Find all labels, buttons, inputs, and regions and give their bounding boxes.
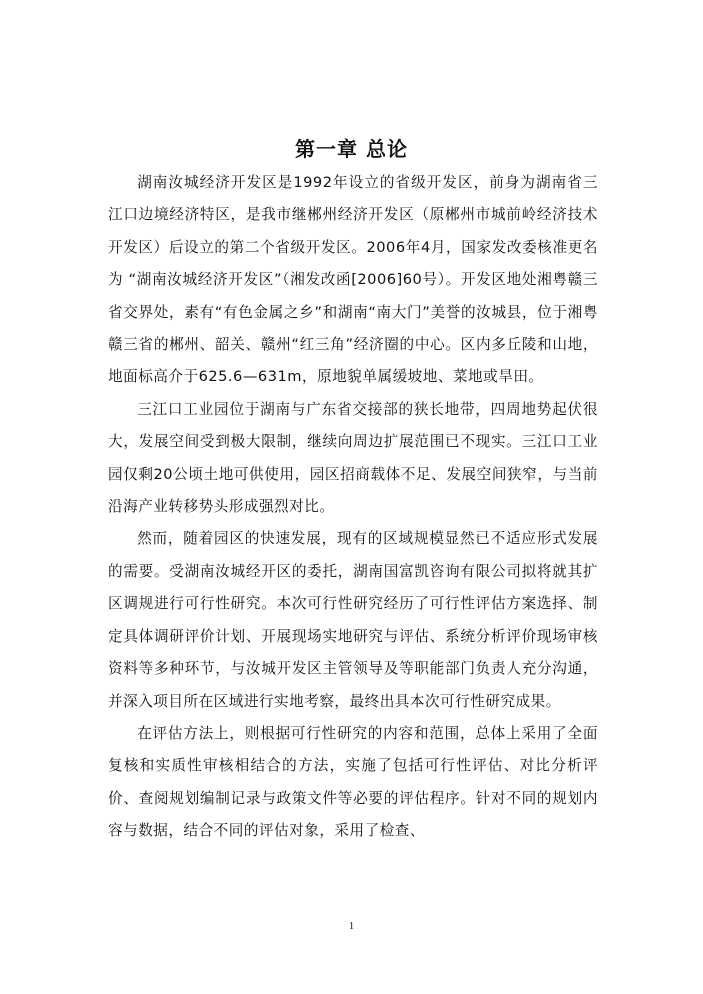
paragraph-2: 三江口工业园位于湖南与广东省交接部的狭长地带，四周地势起伏很大，发展空间受到极大限制，继续向周边扩展范围已不现实。三江口工业园仅剩20公顷土地可供使用，园区招商载体不足、发展空间狭窄，与当前沿海产业转移势头形成强烈对比。 [108,400,598,516]
body-text [108,167,598,848]
paragraph-3: 然而，随着园区的快速发展，现有的区域规模显然已不适应形式发展的需要。受湖南汝城经开区的委托，湖南国富凯咨询有限公司拟将就其扩区调规进行可行性研究。本次可行性研究经历了可行性评估方案选择、制定具体调研评价计划、开展现场实地研究与评估、系统分析评价现场审核资料等多种环节，与汝城开发区主管领导及等职能部门负责人充分沟通，并深入项目所在区域进行实地考察，最终出具本次可行性研究成果。 [108,530,598,710]
page-number: 1 [348,920,355,932]
paragraph-4: 在评估方法上，则根据可行性研究的内容和范围，总体上采用了全面复核和实质性审核相结合的方法，实施了包括可行性评估、对比分析评价、查阅规划编制记录与政策文件等必要的评估程序。针对不同的规划内容与数据，结合不同的评估对象，采用了检查、 [108,724,598,840]
chapter-title: 第一章 总论 [295,137,408,161]
paragraph-1: 湖南汝城经济开发区是1992年设立的省级开发区，前身为湖南省三江口边境经济特区，是我市继郴州经济开发区（原郴州市城前岭经济技术开发区）后设立的第二个省级开发区。2006年4月，国家发改委核准更名为 “湖南汝城经济开发区”（湘发改函[2006]60号）。开发区地处湘粤赣三省交界处，素有“有色金属之乡”和湖南“南大门”美誉的汝城县，位于湘粤赣三省的郴州、韶关、赣州“红三角”经济圈的中心。区内多丘陵和山地，地面标高介于625.6—631m，原地貌单属缓坡地、菜地或旱田。 [108,174,598,386]
